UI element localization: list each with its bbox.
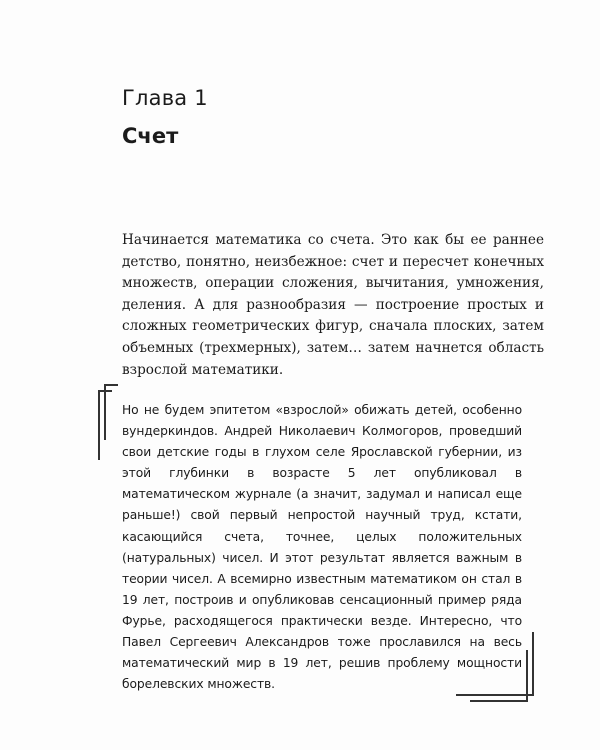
bracket-line	[104, 384, 106, 440]
chapter-title: Счет	[122, 124, 179, 148]
bracket-line	[98, 390, 100, 460]
bracket-line	[526, 650, 528, 700]
sidebar-paragraph: Но не будем эпитетом «взрослой» обижать детей, особенно вундеркиндов. Андрей Николаевич Колмогоров, проведший свои детские годы в глухом селе Ярославской губернии, из этой глубинки в возрасте 5 лет опубликовал в математическом журнале (а значит, задумал и написал еще раньше!) свой первый непростой научный труд, кстати, касающийся счета, точнее, целых положительных (натуральных) чисел. И этот результат является важным в теории чисел. А всемирно известным математиком он стал в 19 лет, построив и опубликовав сенсационный пример ряда Фурье, расходящегося практически везде. Интересно, что Павел Сергеевич Александров тоже прославился на весь математический мир в 19 лет, решив проблему мощности борелевских множеств.	[122, 403, 522, 692]
lead-paragraph: Начинается математика со счета. Это как бы ее раннее детство, понятно, неизбежное: счет и пересчет конечных множеств, операции сложения, вычитания, умножения, деления. А для разнообразия — построение простых и сложных геометрических фигур, сначала плоских, затем объемных (трехмерных), затем… затем начнется область взрослой математики.	[122, 232, 544, 378]
bracket-line	[456, 694, 534, 696]
bracket-line	[470, 700, 528, 702]
bracket-line	[532, 632, 534, 694]
bracket-line	[98, 390, 112, 392]
chapter-label: Глава 1	[122, 86, 208, 110]
bracket-line	[104, 384, 118, 386]
